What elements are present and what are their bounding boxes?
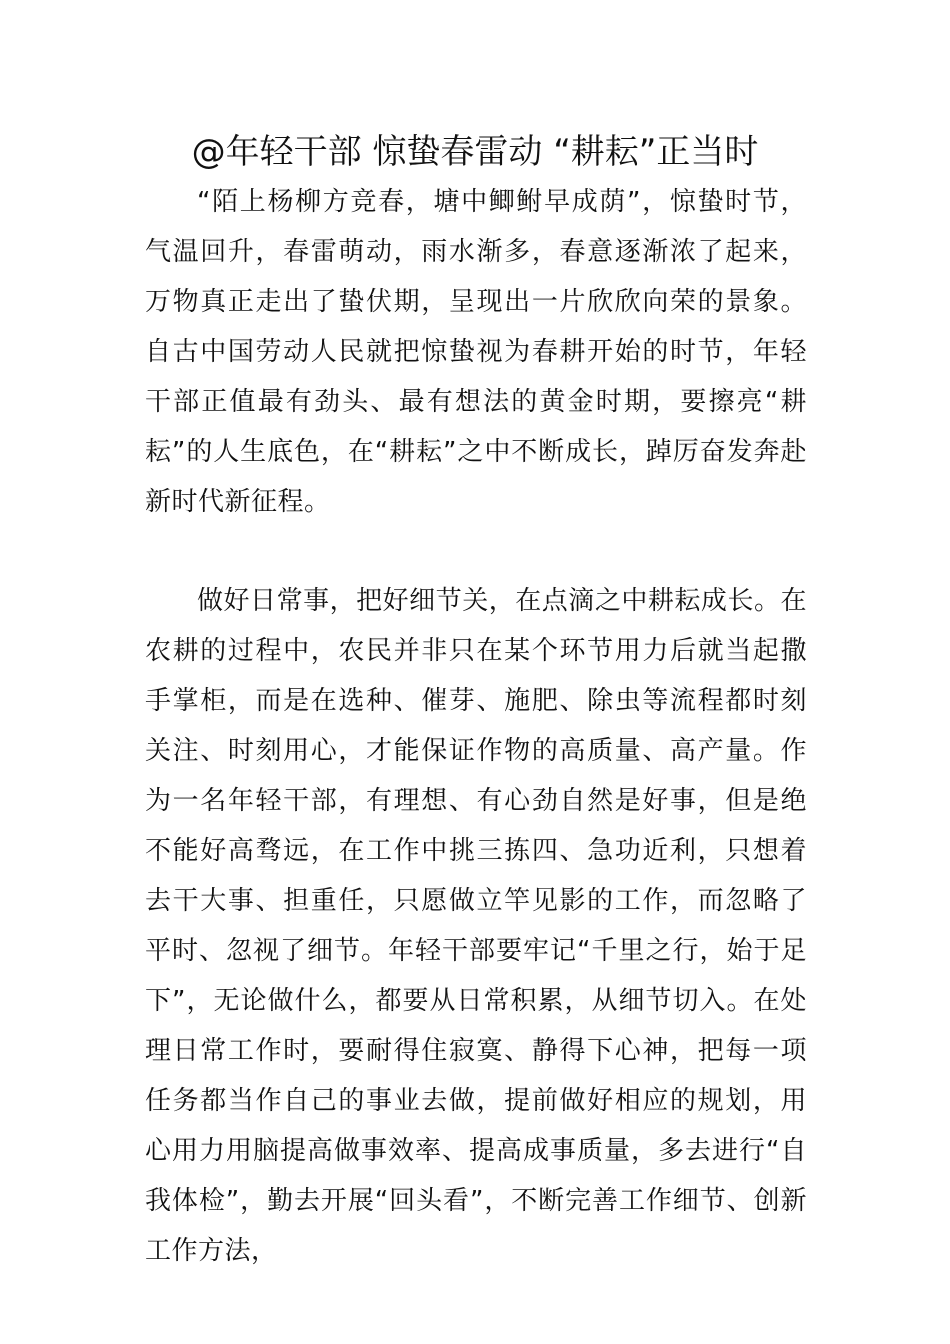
- document-title: @年轻干部 惊蛰春雷动 “耕耘”正当时: [191, 132, 759, 172]
- paragraph-intro: “陌上杨柳方竞春，塘中鲫鲋早成荫”，惊蛰时节，气温回升，春雷萌动，雨水渐多，春意逐渐浓了起来，万物真正走出了蛰伏期，呈现出一片欣欣向荣的景象。自古中国劳动人民就把惊蛰视为春耕开始的时节，年轻干部正值最有劲头、最有想法的黄金时期，要擦亮“耕耘”的人生底色，在“耕耘”之中不断成长，踔厉奋发奔赴新时代新征程。: [145, 187, 807, 517]
- paragraph-body: 做好日常事，把好细节关，在点滴之中耕耘成长。在农耕的过程中，农民并非只在某个环节用力后就当起撒手掌柜，而是在选种、催芽、施肥、除虫等流程都时刻关注、时刻用心，才能保证作物的高质量、高产量。作为一名年轻干部，有理想、有心劲自然是好事，但是绝不能好高骛远，在工作中挑三拣四、急功近利，只想着去干大事、担重任，只愿做立竿见影的工作，而忽略了平时、忽视了细节。年轻干部要牢记“千里之行，始于足下”，无论做什么，都要从日常积累，从细节切入。在处理日常工作时，要耐得住寂寞、静得下心神，把每一项任务都当作自己的事业去做，提前做好相应的规划，用心用力用脑提高做事效率、提高成事质量，多去进行“自我体检”，勤去开展“回头看”，不断完善工作细节、创新工作方法，: [145, 586, 807, 1266]
